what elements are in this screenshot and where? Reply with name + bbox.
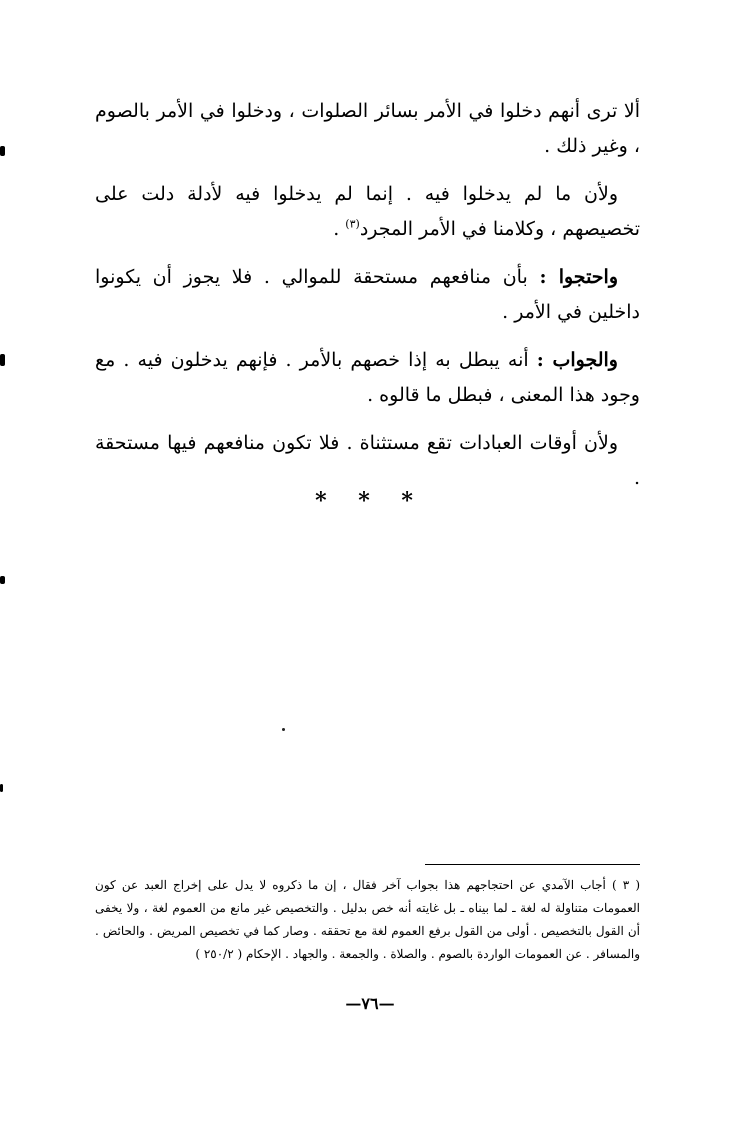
- paragraph-1-text: ألا ترى أنهم دخلوا في الأمر بسائر الصلوات ، ودخلوا في الأمر بالصوم ، وغير ذلك .: [95, 100, 640, 157]
- paragraph-2-tail: .: [333, 218, 346, 240]
- scan-edge-mark: [0, 784, 3, 792]
- footnote-divider: [425, 864, 640, 865]
- main-text: [95, 94, 640, 509]
- page-number: —٧٦—: [345, 994, 395, 1013]
- paragraph-4-text: أنه يبطل به إذا خصهم بالأمر . فإنهم يدخلون فيه . مع وجود هذا المعنى ، فبطل ما قالوه .: [95, 349, 640, 406]
- paragraph-5-text: ولأن أوقات العبادات تقع مستثناة . فلا تكون منافعهم فيها مستحقة .: [95, 432, 640, 489]
- paragraph-4: [95, 343, 640, 413]
- paragraph-3-text: بأن منافعهم مستحقة للموالي . فلا يجوز أن يكونوا داخلين في الأمر .: [95, 266, 640, 323]
- term-jawab: والجواب :: [536, 349, 618, 371]
- paragraph-5: [95, 426, 640, 496]
- paragraph-1: [95, 94, 640, 164]
- footnote-reference[interactable]: (٣): [345, 217, 360, 231]
- section-separator: * * *: [315, 488, 425, 514]
- term-ihtajju: واحتجوا :: [539, 266, 618, 288]
- scan-edge-mark: [0, 576, 5, 584]
- paragraph-2: [95, 177, 640, 247]
- scan-edge-mark: [0, 354, 5, 366]
- footnote-3: ( ٣ ) أجاب الآمدي عن احتجاجهم هذا بجواب آخر فقال ، إن ما ذكروه لا يدل على إخراج العبد عن كون العمومات متناولة له لغة ـ لما بيناه ـ بل غايته أنه خص بدليل . والتخصيص غير مانع من العموم لغة ، ولا يخفى أن القول بالتخصيص . أولى من القول برفع العموم لغة مع تحققه . وصار كما في تخصيص المريض . والحائض . والمسافر . عن العمومات الواردة بالصوم . والصلاة . والجمعة . والجهاد . الإحكام ( ٢٥٠/٢ ): [95, 878, 640, 961]
- scan-speck: [282, 728, 285, 731]
- paragraph-2-text: ولأن ما لم يدخلوا فيه . إنما لم يدخلوا فيه لأدلة دلت على تخصيصهم ، وكلامنا في الأمر المجرد: [95, 183, 640, 240]
- scan-edge-mark: [0, 146, 5, 156]
- paragraph-3: [95, 260, 640, 330]
